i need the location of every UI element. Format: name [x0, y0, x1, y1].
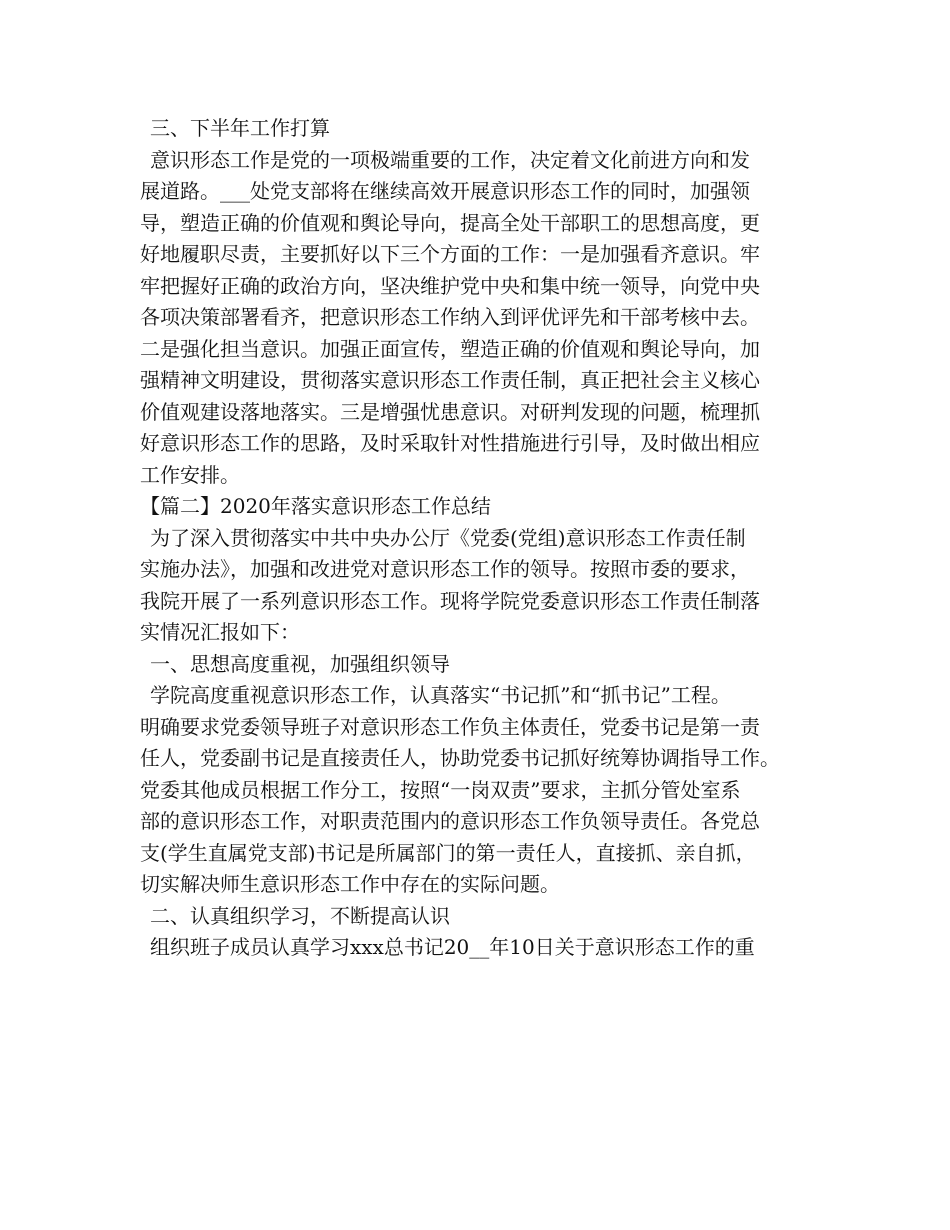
- text-line: 支(学生直属党支部)书记是所属部门的第一责任人，直接抓、亲自抓，: [140, 840, 756, 865]
- text-line: 导，塑造正确的价值观和舆论导向，提高全处干部职工的思想高度，更: [140, 210, 760, 235]
- text-line: 实情况汇报如下：: [140, 620, 300, 644]
- text-line: 好意识形态工作的思路，及时采取针对性措施进行引导，及时做出相应: [140, 431, 760, 455]
- text-line: 明确要求党委领导班子对意识形态工作负主体责任，党委书记是第一责: [140, 714, 760, 739]
- document-body: [140, 113, 840, 964]
- text-line: 【篇二】2020年落实意识形态工作总结: [140, 494, 491, 518]
- text-line: 为了深入贯彻落实中共中央办公厅《党委(党组)意识形态工作责任制: [150, 525, 746, 550]
- text-line: 学院高度重视意识形态工作，认真落实“书记抓”和“抓书记”工程。: [150, 683, 731, 707]
- text-line: 部的意识形态工作，对职责范围内的意识形态工作负领导责任。各党总: [140, 809, 760, 833]
- text-line: 二、认真组织学习，不断提高认识: [150, 903, 450, 928]
- text-line: 任人，党委副书记是直接责任人，协助党委书记抓好统筹协调指导工作。: [140, 746, 780, 770]
- text-line: 党委其他成员根据工作分工，按照“一岗双责”要求，主抓分管处室系: [140, 777, 741, 802]
- text-line: 一、思想高度重视，加强组织领导: [150, 651, 450, 676]
- text-line: 实施办法》，加强和改进党对意识形态工作的领导。按照市委的要求，: [140, 557, 750, 581]
- text-line: 组织班子成员认真学习xxx总书记20__年10日关于意识形态工作的重: [150, 935, 755, 959]
- text-line: 强精神文明建设，贯彻落实意识形态工作责任制，真正把社会主义核心: [140, 368, 760, 392]
- text-line: 展道路。___处党支部将在继续高效开展意识形态工作的同时，加强领: [140, 179, 750, 203]
- text-line: 我院开展了一系列意识形态工作。现将学院党委意识形态工作责任制落: [140, 588, 760, 613]
- text-line: 好地履职尽责，主要抓好以下三个方面的工作：一是加强看齐意识。牢: [140, 242, 760, 266]
- text-line: 各项决策部署看齐，把意识形态工作纳入到评优评先和干部考核中去。: [140, 305, 760, 329]
- text-line: 价值观建设落地落实。三是增强忧患意识。对研判发现的问题，梳理抓: [140, 399, 760, 424]
- text-line: 切实解决师生意识形态工作中存在的实际问题。: [140, 872, 560, 896]
- text-line: 工作安排。: [140, 462, 240, 487]
- text-line: 二是强化担当意识。加强正面宣传，塑造正确的价值观和舆论导向，加: [140, 336, 760, 361]
- text-line: 牢把握好正确的政治方向，坚决维护党中央和集中统一领导，向党中央: [140, 273, 760, 298]
- text-line: 三、下半年工作打算: [150, 116, 330, 140]
- text-line: 意识形态工作是党的一项极端重要的工作，决定着文化前进方向和发: [150, 147, 750, 172]
